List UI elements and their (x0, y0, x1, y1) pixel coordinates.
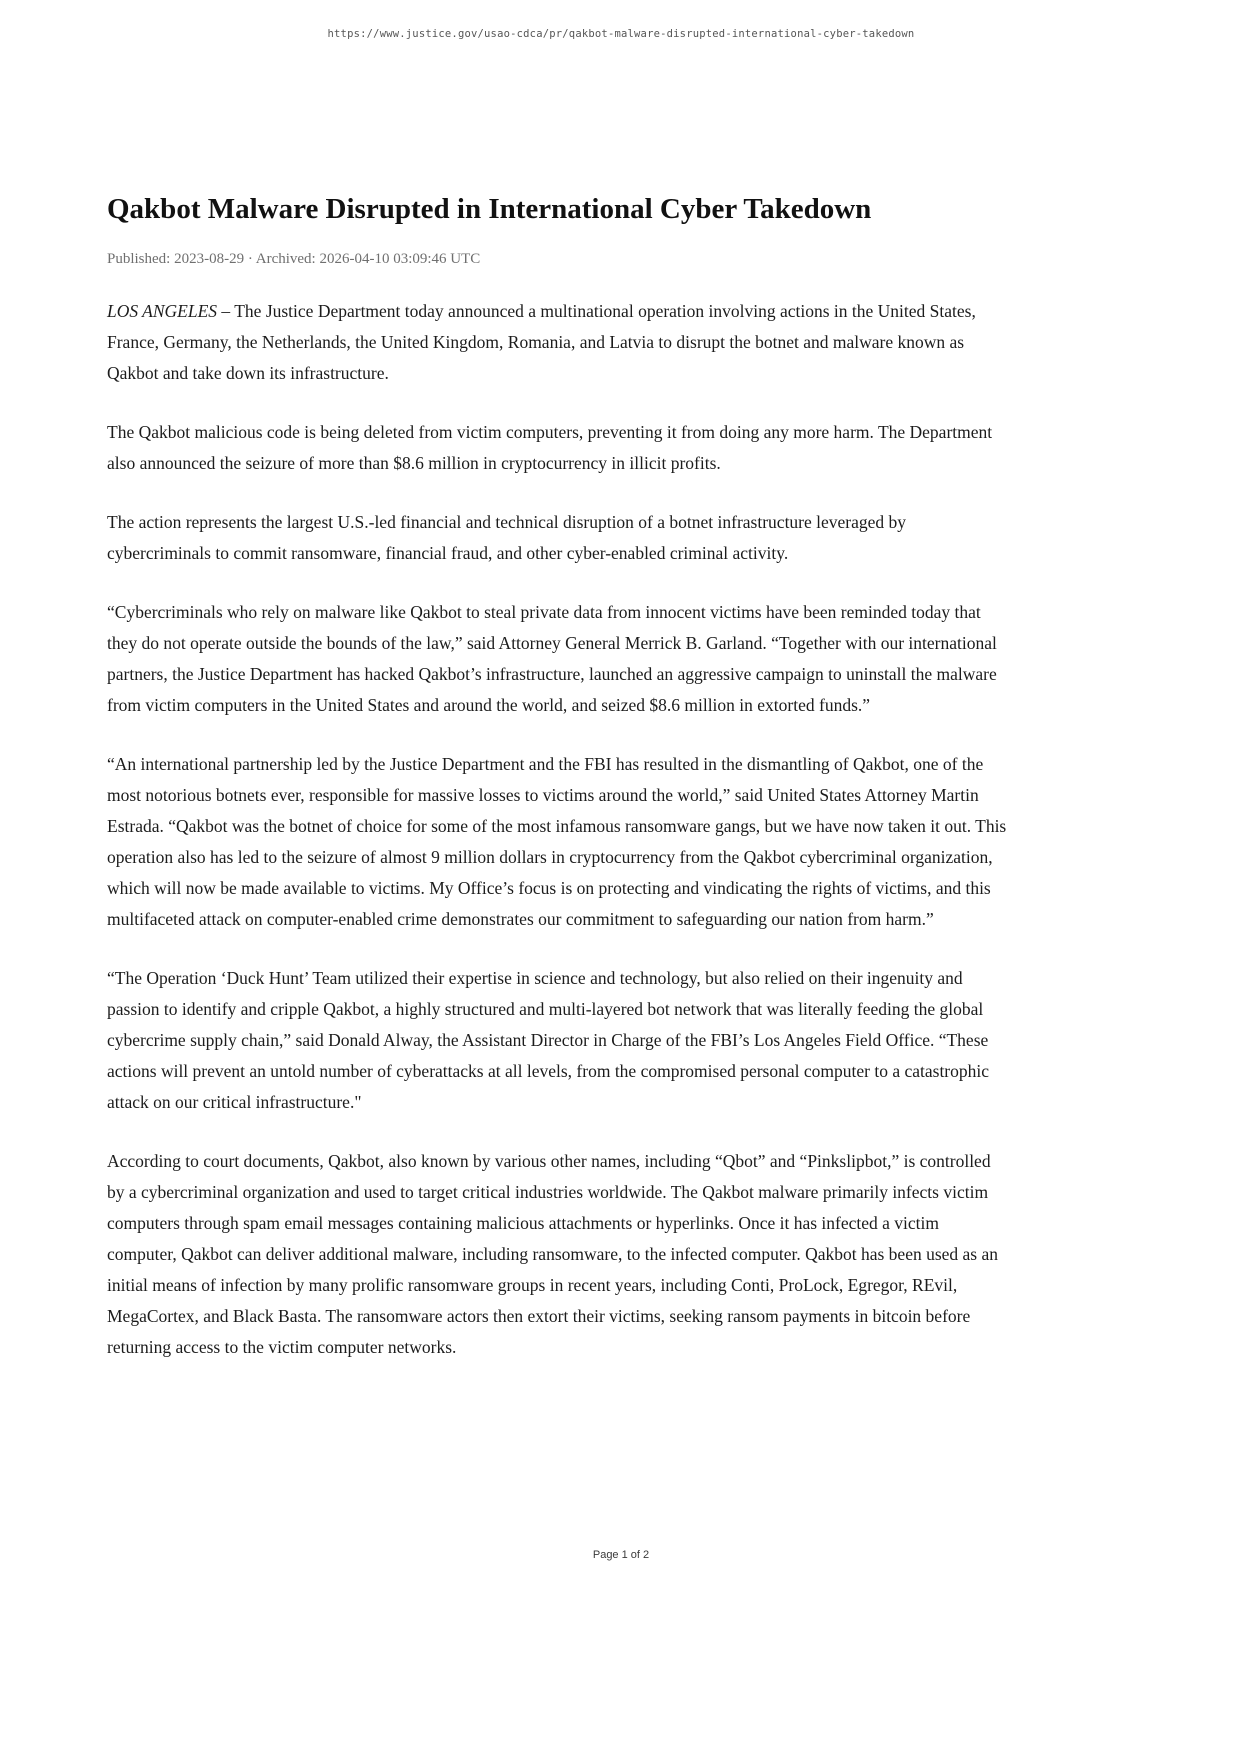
paragraph-text: According to court documents, Qakbot, also known by various other names, including “Qbot” and “Pinkslipbot,” is controlled by a cybercriminal organization and used to target critical industries worldwide. The Qakbot malware primarily infects victim computers through spam email messages containing malicious attachments or hyperlinks. Once it has infected a victim computer, Qakbot can deliver additional malware, including ransomware, to the infected computer. Qakbot has been used as an initial means of infection by many prolific ransomware groups in recent years, including Conti, ProLock, Egregor, REvil, MegaCortex, and Black Basta. The ransomware actors then extort their victims, seeking ransom payments in bitcoin before returning access to the victim computer networks. (107, 1150, 999, 1357)
source-url: https://www.justice.gov/usao-cdca/pr/qakbot-malware-disrupted-international-cyber-takedown (327, 28, 915, 40)
paragraph (107, 1146, 1012, 1363)
article (107, 192, 1012, 1363)
dateline: LOS ANGELES (107, 300, 218, 321)
paragraph-text: – The Justice Department today announced a multinational operation involving actions in the United States, France, Germany, the Netherlands, the United Kingdom, Romania, and Latvia to disrupt the botnet and malware known as Qakbot and take down its infrastructure. (107, 300, 976, 383)
paragraph-text: “An international partnership led by the Justice Department and the FBI has resulted in the dismantling of Qakbot, one of the most notorious botnets ever, responsible for massive losses to victims around the world,” said United States Attorney Martin Estrada. “Qakbot was the botnet of choice for some of the most infamous ransomware gangs, but we have now taken it out. This operation also has led to the seizure of almost 9 million dollars in cryptocurrency from the Qakbot cybercriminal organization, which will now be made available to victims. My Office’s focus is on protecting and vindicating the rights of victims, and this multifaceted attack on computer-enabled crime demonstrates our commitment to safeguarding our nation from harm.” (107, 753, 1007, 929)
paragraph-text: The Qakbot malicious code is being deleted from victim computers, preventing it from doing any more harm. The Department also announced the seizure of more than $8.6 million in cryptocurrency in illicit profits. (107, 421, 993, 473)
paragraph (107, 417, 1012, 479)
paragraph-text: “Cybercriminals who rely on malware like Qakbot to steal private data from innocent victims have been reminded today that they do not operate outside the bounds of the law,” said Attorney General Merrick B. Garland. “Together with our international partners, the Justice Department has hacked Qakbot’s infrastructure, launched an aggressive campaign to uninstall the malware from victim computers in the United States and around the world, and seized $8.6 million in extorted funds.” (107, 601, 997, 715)
page-title: Qakbot Malware Disrupted in International Cyber Takedown (107, 193, 872, 225)
page-number: Page 1 of 2 (592, 1549, 650, 1561)
paragraph (107, 597, 1012, 721)
paragraph (107, 507, 1012, 569)
paragraph (107, 963, 1012, 1118)
paragraph-text: “The Operation ‘Duck Hunt’ Team utilized their expertise in science and technology, but also relied on their ingenuity and passion to identify and cripple Qakbot, a highly structured and multi-layered bot network that was literally feeding the global cybercrime supply chain,” said Donald Alway, the Assistant Director in Charge of the FBI’s Los Angeles Field Office. “These actions will prevent an untold number of cyberattacks at all levels, from the compromised personal computer to a catastrophic attack on our critical infrastructure." (107, 967, 990, 1112)
paragraph (107, 749, 1012, 935)
paragraph-text: The action represents the largest U.S.-led financial and technical disruption of a botnet infrastructure leveraged by cybercriminals to commit ransomware, financial fraud, and other cyber-enabled criminal activity. (107, 511, 907, 563)
article-meta: Published: 2023-08-29 · Archived: 2026-04-10 03:09:46 UTC (107, 250, 481, 267)
paragraph (107, 296, 1012, 389)
